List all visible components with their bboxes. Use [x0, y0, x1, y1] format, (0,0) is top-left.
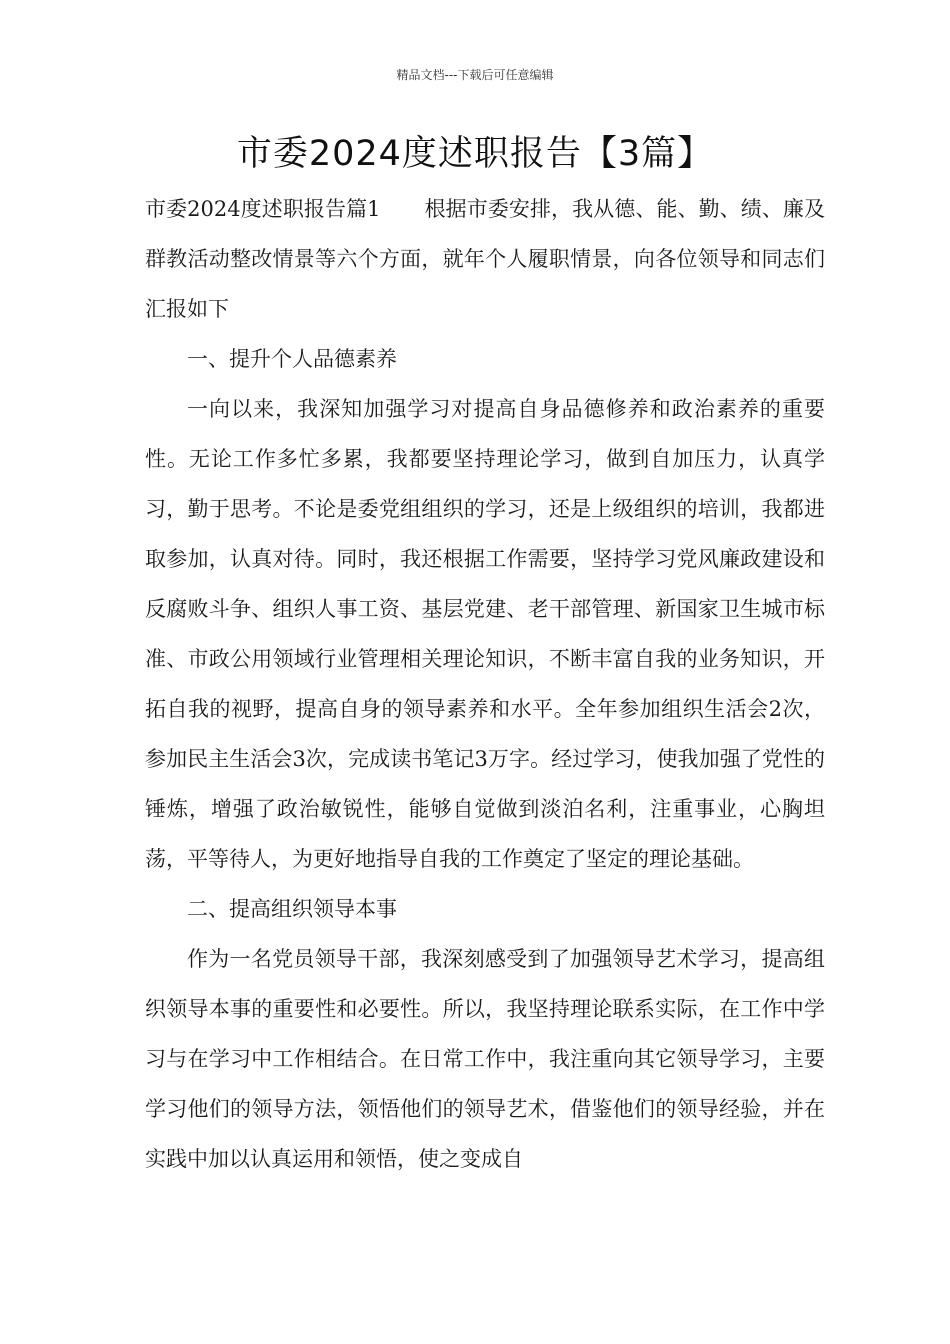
section-heading-2: 二、提高组织领导本事 — [187, 897, 397, 921]
document-title: 市委2024度述职报告【3篇】 — [236, 134, 714, 174]
header-note: 精品文档---下载后可任意编辑 — [396, 68, 554, 82]
section-paragraph-2: 作为一名党员领导干部，我深刻感受到了加强领导艺术学习，提高组织领导本事的重要性和必要性。所以，我坚持理论联系实际，在工作中学习与在学习中工作相结合。在日常工作中，我注重向其它领导学习，主要学习他们的领导方法，领悟他们的领导艺术，借鉴他们的领导经验，并在实践中加以认真运用和领悟，使之变成自 — [145, 947, 825, 1171]
lead-paragraph — [145, 184, 825, 334]
section-heading-1: 一、提升个人品德素养 — [187, 347, 397, 371]
lead-label: 市委2024度述职报告篇1 — [145, 197, 381, 221]
lead-text: 根据市委安排，我从德、能、勤、绩、廉及群教活动整改情景等六个方面，就年个人履职情景，向各位领导和同志们汇报如下 — [145, 197, 825, 321]
document-body — [145, 184, 825, 1184]
section-paragraph-1: 一向以来，我深知加强学习对提高自身品德修养和政治素养的重要性。无论工作多忙多累，我都要坚持理论学习，做到自加压力，认真学习，勤于思考。不论是委党组组织的学习，还是上级组织的培训，我都进取参加，认真对待。同时，我还根据工作需要，坚持学习党风廉政建设和反腐败斗争、组织人事工资、基层党建、老干部管理、新国家卫生城市标准、市政公用领域行业管理相关理论知识，不断丰富自我的业务知识，开拓自我的视野，提高自身的领导素养和水平。全年参加组织生活会2次，参加民主生活会3次，完成读书笔记3万字。经过学习，使我加强了党性的锤炼，增强了政治敏锐性，能够自觉做到淡泊名利，注重事业，心胸坦荡，平等待人，为更好地指导自我的工作奠定了坚定的理论基础。 — [145, 397, 825, 871]
